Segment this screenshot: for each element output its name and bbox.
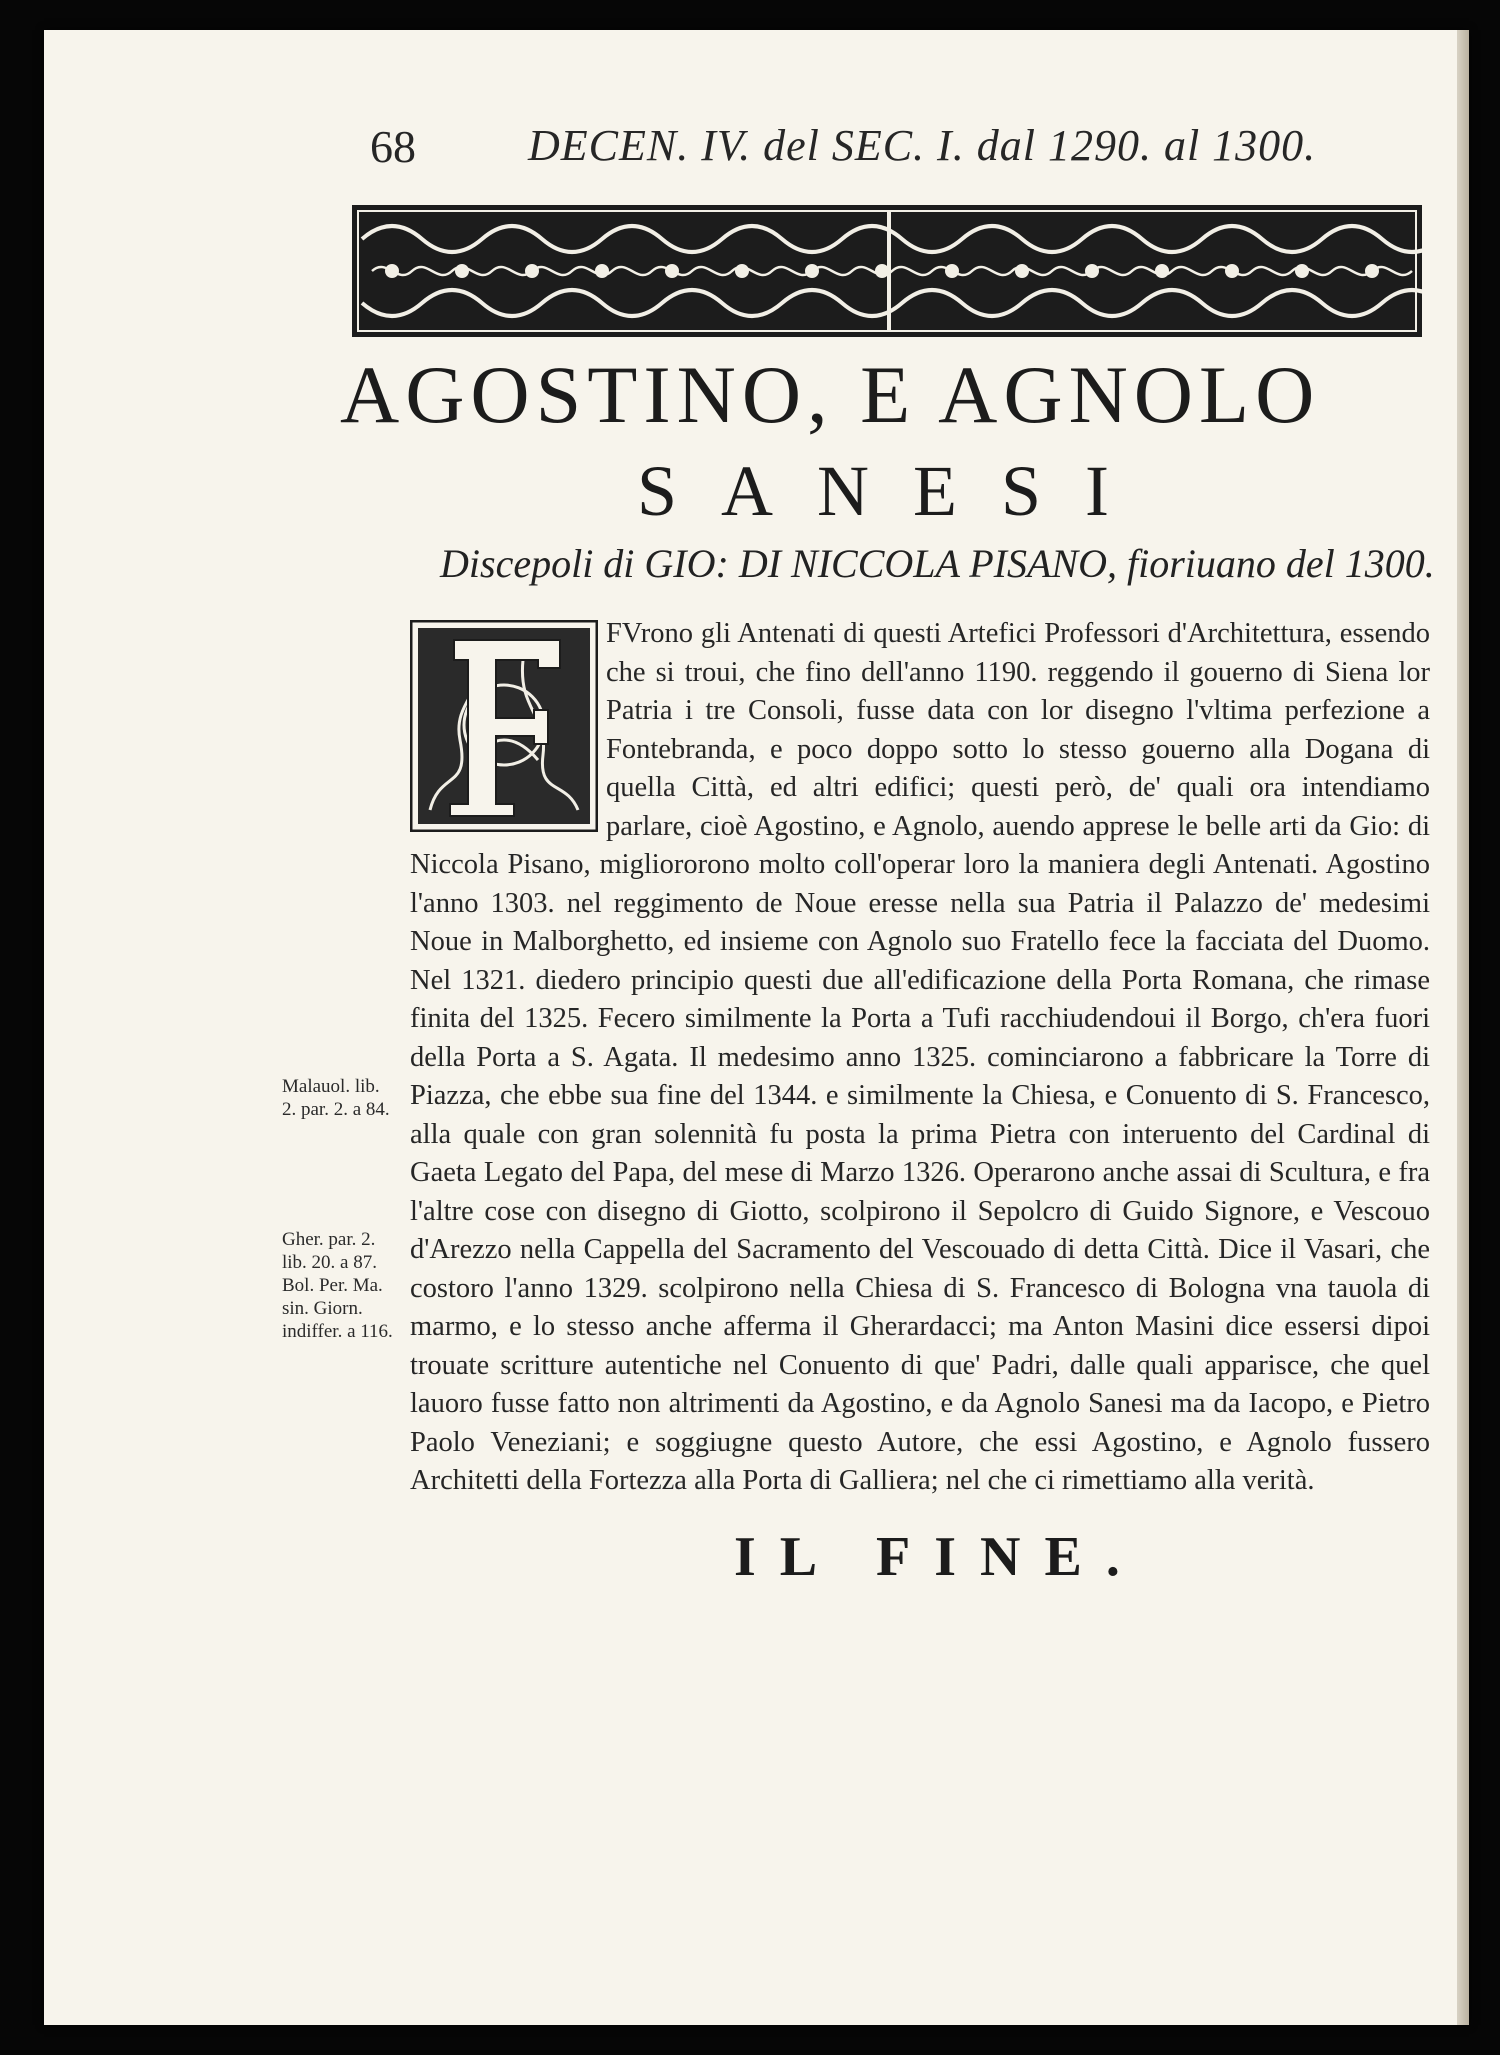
body-paragraph (410, 615, 1430, 1501)
page-number: 68 (370, 121, 416, 172)
title-line-1: AGOSTINO, E AGNOLO (340, 349, 1321, 440)
dropcap-space (410, 615, 606, 843)
margin-note: Malauol. lib. 2. par. 2. a 84. (282, 1076, 390, 1120)
closing-text: IL FINE. (734, 1526, 1144, 1588)
page-header (370, 120, 1370, 180)
subtitle: Discepoli di GIO: DI NICCOLA PISANO, fioriuano del 1300. (440, 541, 1435, 586)
margin-note: Gher. par. 2. lib. 20. a 87. Bol. Per. Ma. sin. Giorn. indiffer. a 116. (282, 1229, 393, 1342)
running-head: DECEN. IV. del SEC. I. dal 1290. al 1300. (528, 121, 1317, 170)
ornamental-scrollwork-band (352, 205, 1422, 337)
title-line-2: SANESI (636, 451, 1154, 531)
body-text: FVrono gli Antenati di questi Artefici Professori d'Architettura, essendo che si troui, che fino dell'anno 1190. reggendo il gouerno di Siena lor Patria i tre Consoli, fusse data con lor disegno l'vltima perfezione a Fontebranda, e poco doppo sotto lo stesso gouerno alla Dogana di quella Città, ed altri edifici; questi però, de' quali ora intendiamo parlare, cioè Agostino, e Agnolo, auendo apprese le belle arti da Gio: di Niccola Pisano, migliororono molto coll'operar loro la maniera degli Antenati. Agostino l'anno 1303. nel reggimento de Noue eresse nella sua Patria il Palazzo de' medesimi Noue in Malborghetto, ed insieme con Agnolo suo Fratello fece la facciata del Duomo. Nel 1321. diedero principio questi due all'edificazione della Porta Romana, che rimase finita del 1325. Fecero similmente la Porta a Tufi racchiudendoui il Borgo, ch'era fuori della Porta a S. Agata. Il medesimo anno 1325. cominciarono a fabbricare la Torre di Piazza, che ebbe sua fine del 1344. e similmente la Chiesa, e Conuento di S. Francesco, alla quale con gran solennità fu posta la prima Pietra con interuento del Cardinal di Gaeta Legato del Papa, del mese di Marzo 1326. Operarono anche assai di Scultura, e fra l'altre cose con disegno di Giotto, scolpirono il Sepolcro di Guido Signore, e Vescouo d'Arezzo nella Cappella del Sacramento del Vescouado di detta Città. Dice il Vasari, che costoro l'anno 1329. scolpirono nella Chiesa di S. Francesco di Bologna vna tauola di marmo, e lo stesso anche afferma il Gherardacci; ma Anton Masini dice essersi dipoi trouate scritture autentiche nel Conuento di que' Padri, dalle quali apparisce, che quel lauoro fusse fatto non altrimenti da Agostino, e da Agnolo Sanesi ma da Iacopo, e Pietro Paolo Veneziani; e soggiugne questo Autore, che essi Agostino, e Agnolo fussero Architetti della Fortezza alla Porta di Galliera; nel che ci rimettiamo alla verità. (410, 618, 1430, 1496)
page-edge (1457, 30, 1469, 2025)
